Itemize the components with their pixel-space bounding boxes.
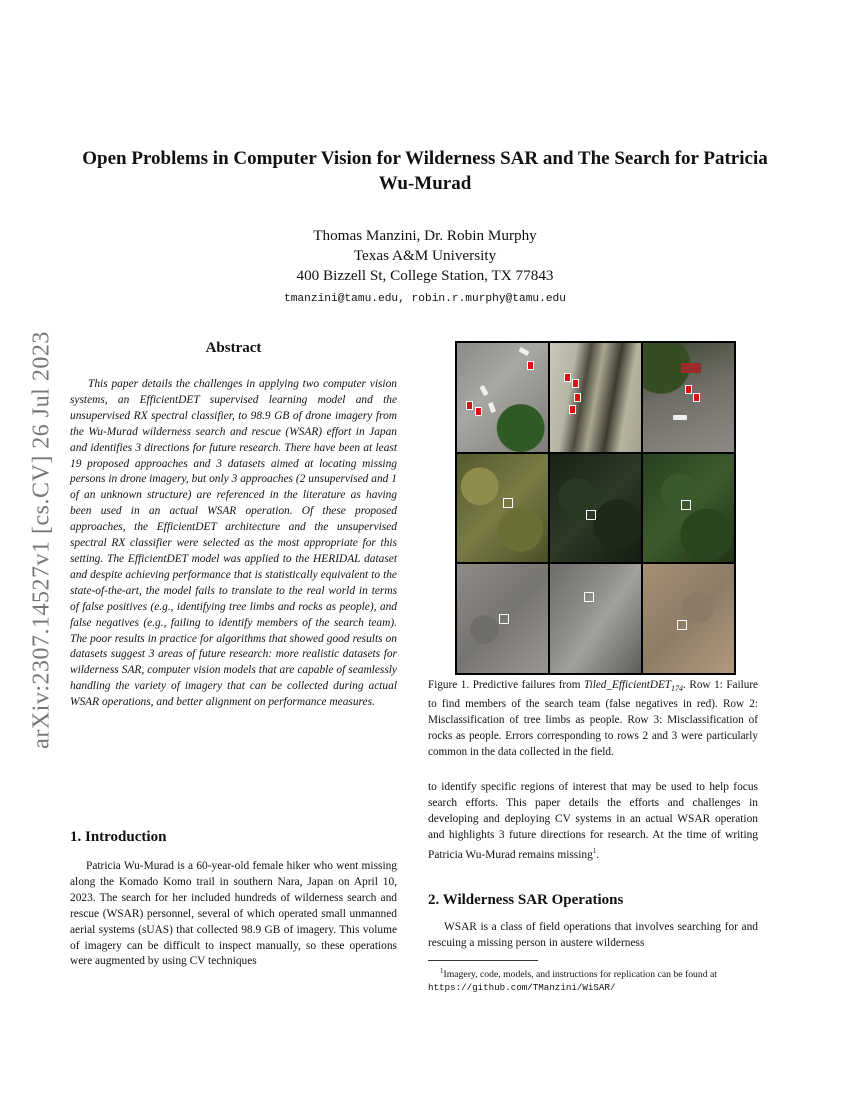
paper-title: Open Problems in Computer Vision for Wilderness SAR and The Search for Patricia Wu-Murad — [82, 148, 768, 194]
figure-tile-row3-col2 — [550, 564, 641, 673]
figure-tile-row2-col3 — [643, 454, 734, 563]
figure-tile-row2-col2 — [550, 454, 641, 563]
author-names: Thomas Manzini, Dr. Robin Murphy — [313, 227, 537, 244]
footnote-rule — [428, 960, 538, 961]
arxiv-side-identifier: arXiv:2307.14527v1 [cs.CV] 26 Jul 2023 — [28, 331, 55, 749]
author-emails: tmanzini@tamu.edu, robin.r.murphy@tamu.edu — [284, 293, 566, 305]
footnote: $^1$Imagery, code, models, and instructions for replication can be found at https://github.com/TManzini/WiSAR/ — [428, 967, 717, 994]
figure-tile-row2-col1 — [457, 454, 548, 563]
abstract-section — [70, 340, 397, 711]
introduction-continuation: to identify specific regions of interest that may be used to help focus search efforts. This paper details the efforts and challenges in developing and deploying CV systems in an actual WSAR operation and highlights 3 future directions for research. At the time of writing Patricia Wu-Murad remains missing$^1$. — [428, 781, 758, 861]
address: 400 Bizzell St, College Station, TX 77843 — [296, 267, 554, 284]
model-name: Tiled_EfficientDET$_{174}$ — [584, 679, 684, 694]
figure-tile-row3-col3 — [643, 564, 734, 673]
repository-link[interactable]: https://github.com/TManzini/WiSAR/ — [428, 982, 616, 994]
figure-1-image-grid — [455, 341, 736, 675]
author-block — [200, 226, 650, 309]
introduction-paragraph: Patricia Wu-Murad is a 60-year-old female hiker who went missing along the Komado Komo trail in southern Nara, Japan on April 10, 2023. The search for her included hundreds of wilderness search and rescue (WSAR) personnel, several of which operated small unmanned aerial systems (sUAS) that collected 98.9 GB of imagery. This volume of imagery can be difficult to inspect manually, so these operations were augmented by using CV techniques — [70, 860, 397, 968]
abstract-heading: Abstract — [205, 340, 262, 356]
introduction-heading: 1. Introduction — [70, 829, 167, 845]
figure-tile-row3-col1 — [457, 564, 548, 673]
wsar-heading: 2. Wilderness SAR Operations — [428, 892, 624, 908]
figure-tile-row1-col1 — [457, 343, 548, 452]
figure-1-caption: Figure 1. Predictive failures from Tiled_EfficientDET$_{174}$. Row 1: Failure to find members of the search team (false negatives in red). Row 2: Misclassification of tree limbs as people. Row 3: Misclassification of rocks as people. Errors corresponding to rows 2 and 3 were particularly common in the data collected in the field. — [428, 679, 759, 758]
abstract-text: This paper details the challenges in applying two computer vision systems, an EfficientDET supervised learning model and the unsupervised RX spectral classifier, to 98.9 GB of drone imagery from the Wu-Murad wilderness search and rescue (WSAR) effort in Japan and identifies 3 directions for future research. There have been at least 19 proposed approaches and 3 datasets aimed at locating missing persons in drone imagery, but only 3 approaches (2 unsupervised and 1 of an unknown structure) are referenced in the literature as having been used in an actual WSAR operation. Of these proposed approaches, the EfficientDET architecture and the unsupervised spectral RX classifier were selected as the most appropriate for this setting. The EfficientDET model was applied to the HERIDAL dataset and despite achieving performance that is statistically equivalent to the state-of-the-art, the model fails to translate to the real world in terms of false positives (e.g., identifying tree limbs and rocks as people), and false negatives (e.g., failing to identify members of the search team). The poor results in practice for algorithms that showed good results on datasets suggest 3 areas of future research: more realistic datasets for wilderness SAR, computer vision models that are capable of seamlessly handling the variety of imagery that can be collected during actual WSAR operations, and better alignment on performance measures. — [70, 378, 397, 709]
wsar-body — [428, 920, 758, 952]
footnote-reference: 1 — [592, 846, 597, 855]
figure-tile-row1-col3 — [643, 343, 734, 452]
introduction-body — [70, 859, 397, 970]
affiliation: Texas A&M University — [353, 247, 497, 264]
wsar-paragraph: WSAR is a class of field operations that involves searching for and rescuing a missing person in austere wilderness — [428, 921, 758, 949]
figure-tile-row1-col2 — [550, 343, 641, 452]
